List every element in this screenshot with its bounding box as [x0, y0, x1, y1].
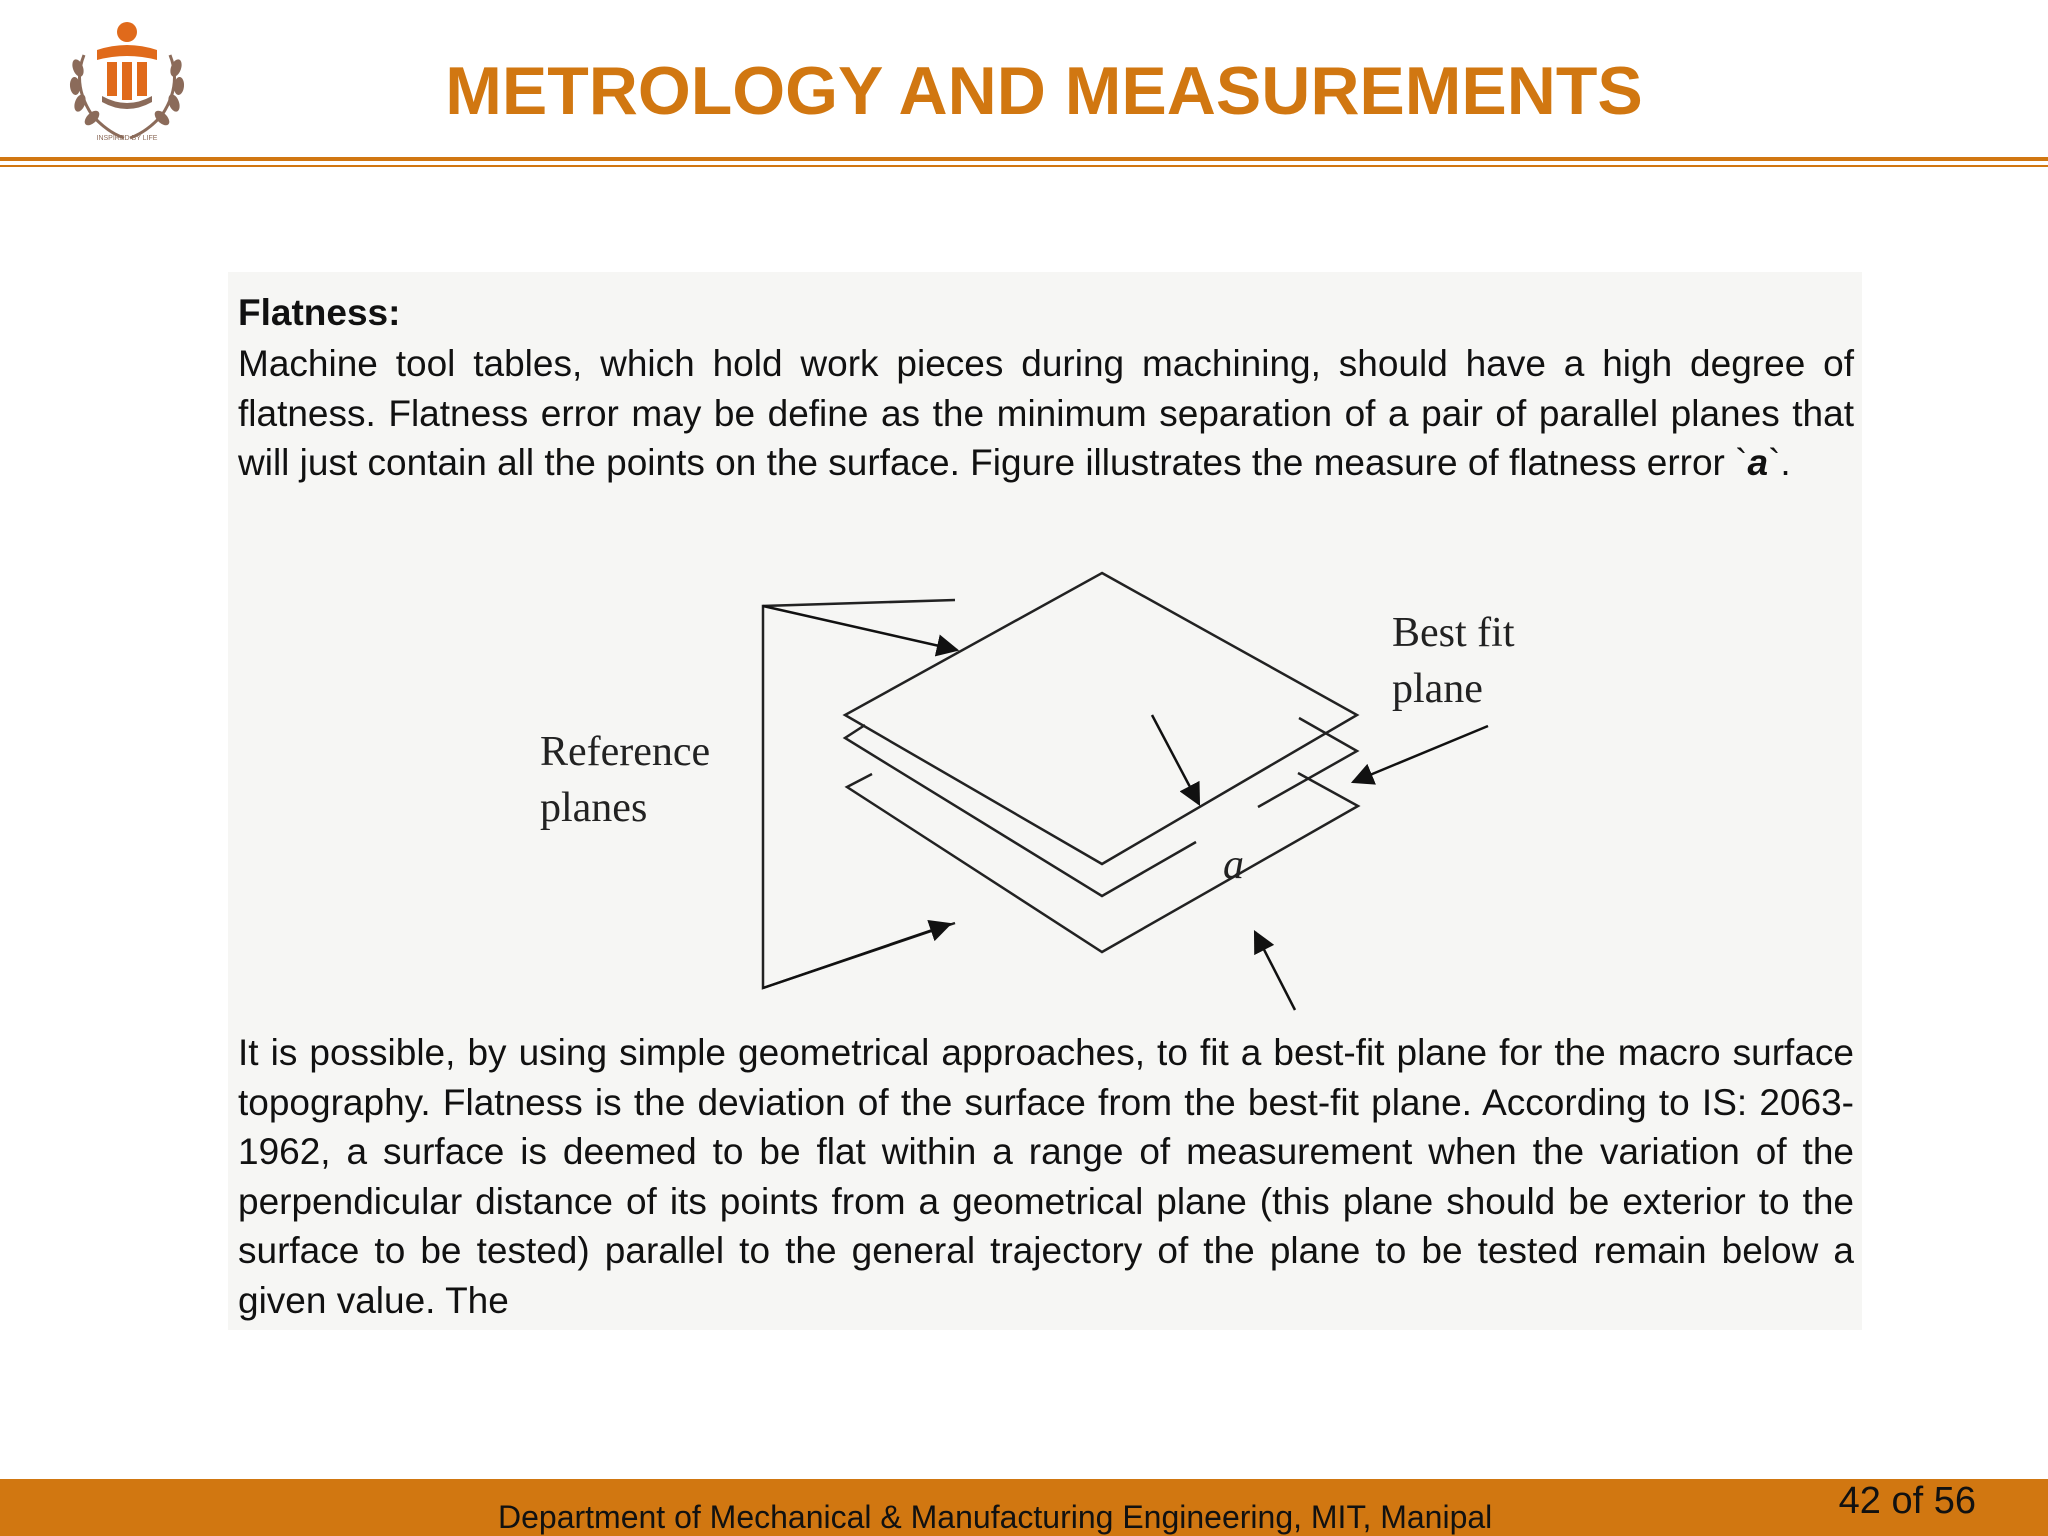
- flatness-symbol: a: [1747, 442, 1769, 483]
- header-rule-thick: [0, 157, 2048, 161]
- flatness-diagram: [520, 560, 1550, 1020]
- page-number: 42 of 56: [1838, 1480, 1976, 1522]
- label-reference-line2: planes: [540, 785, 648, 831]
- footer-department: Department of Mechanical & Manufacturing Engineering, MIT, Manipal: [498, 1499, 1493, 1535]
- paragraph-intro: [238, 339, 1854, 488]
- label-reference-line1: Reference: [540, 729, 711, 775]
- label-flatness-error-a: a: [1223, 842, 1244, 888]
- paragraph-intro-end: `.: [1768, 442, 1791, 483]
- logo-motto: INSPIRED BY LIFE: [96, 135, 158, 142]
- page-title: METROLOGY AND MEASUREMENTS: [445, 53, 1643, 129]
- header-rule-thin: [0, 165, 2048, 167]
- paragraph-intro-text: Machine tool tables, which hold work pieces during machining, should have a high degree of flatness. Flatness error may be define as the minimum separation of a pair of parallel planes that will just contain all the points on the surface. Figure illustrates the measure of flatness error `: [238, 343, 1854, 483]
- top-reference-plane-outline: [845, 573, 1357, 864]
- paragraph-body: It is possible, by using simple geometrical approaches, to fit a best-fit plane for the macro surface topography. Flatness is the deviation of the surface from the best-fit plane. According to IS: 2063-1962, a surface is deemed to be flat within a range of measurement when the variation of the perpendicular distance of its points from a geometrical plane (this plane should be exterior to the surface to be tested) parallel to the general trajectory of the plane to be tested remain below a given value. The: [238, 1032, 1854, 1321]
- best-fit-plane-outline: [845, 718, 1357, 896]
- label-best-fit-line2: plane: [1392, 666, 1483, 712]
- label-best-fit-line1: Best fit: [1392, 610, 1515, 656]
- section-heading: Flatness:: [238, 292, 401, 333]
